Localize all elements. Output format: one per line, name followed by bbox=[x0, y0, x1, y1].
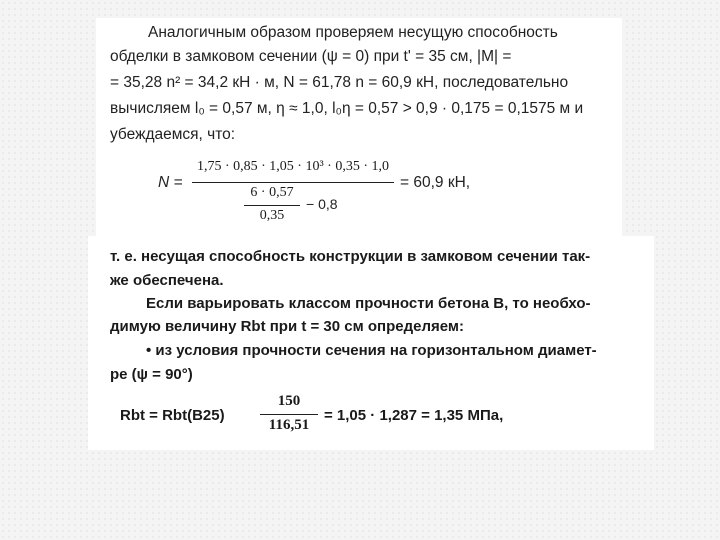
fraction-bar bbox=[260, 414, 318, 415]
text-line-11: ре (ψ = 90°) bbox=[110, 366, 193, 383]
text-line-7: же обеспечена. bbox=[110, 272, 224, 289]
text-line-4: вычисляем l₀ = 0,57 м, η ≈ 1,0, l₀η = 0,57 > 0,9 · 0,175 = 0,1575 м и bbox=[110, 100, 584, 117]
text-line-6: т. е. несущая способность конструкции в замковом сечении так- bbox=[110, 248, 591, 265]
text-line-10: • из условия прочности сечения на горизонтальном диамет- bbox=[146, 342, 597, 359]
text-line-5: убеждаемся, что: bbox=[110, 126, 236, 143]
formula-lhs: N = bbox=[158, 174, 183, 191]
upper-page-scan bbox=[96, 18, 622, 238]
inner-fraction-bar bbox=[244, 205, 300, 206]
text-line-3: = 35,28 n² = 34,2 кН · м, N = 61,78 n = 60,9 кН, последовательно bbox=[110, 74, 569, 91]
lower-page-scan bbox=[88, 236, 654, 450]
text-line-8: Если варьировать классом прочности бетона В, то необхо- bbox=[146, 295, 591, 312]
formula-numerator: 150 bbox=[277, 393, 301, 409]
formula-result: = 60,9 кН, bbox=[400, 174, 471, 191]
formula-result: = 1,05 · 1,287 = 1,35 МПа, bbox=[324, 407, 504, 424]
inner-rest: − 0,8 bbox=[306, 196, 338, 212]
fraction-bar bbox=[192, 182, 394, 183]
inner-denominator: 0,35 bbox=[259, 208, 285, 223]
text-line-1: Аналогичным образом проверяем несущую способность bbox=[148, 24, 558, 41]
inner-numerator: 6 · 0,57 bbox=[250, 185, 294, 200]
text-line-9: димую величину Rbt при t = 30 см определяем: bbox=[110, 318, 465, 335]
formula-denominator: 116,51 bbox=[268, 417, 310, 433]
formula-lhs: Rbt = Rbt(B25) bbox=[120, 407, 225, 424]
formula-numerator: 1,75 · 0,85 · 1,05 · 10³ · 0,35 · 1,0 bbox=[196, 159, 389, 174]
text-line-2: обделки в замковом сечении (ψ = 0) при t' = 35 см, |M| = bbox=[110, 48, 512, 65]
